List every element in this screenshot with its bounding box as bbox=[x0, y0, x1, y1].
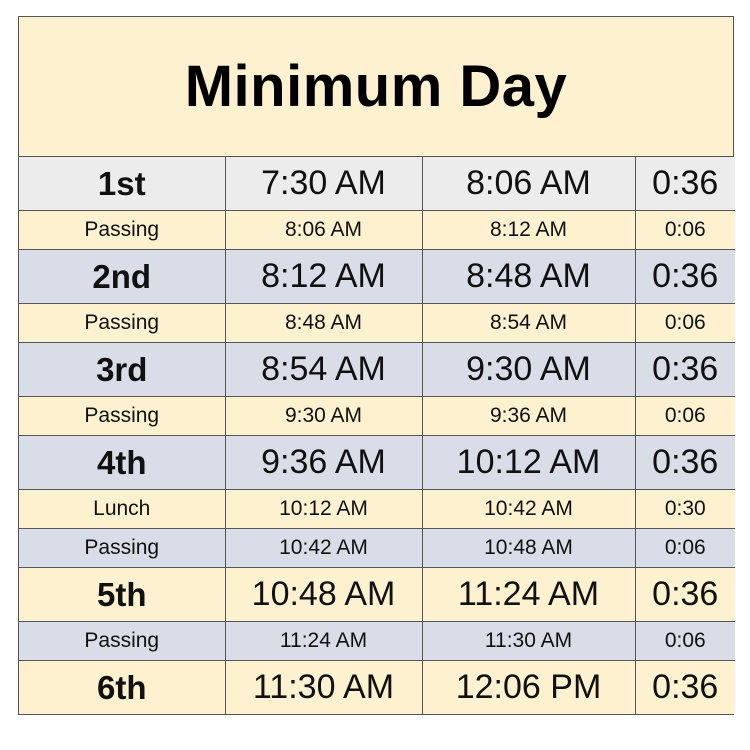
end-time: 9:36 AM bbox=[422, 397, 635, 436]
period-label: 3rd bbox=[19, 343, 225, 397]
table-row bbox=[19, 157, 735, 211]
duration: 0:06 bbox=[635, 211, 735, 250]
title-cell bbox=[19, 17, 733, 157]
period-label: 5th bbox=[19, 568, 225, 622]
start-time: 8:12 AM bbox=[225, 250, 422, 304]
end-time: 8:48 AM bbox=[422, 250, 635, 304]
period-label: 2nd bbox=[19, 250, 225, 304]
end-time: 10:42 AM bbox=[422, 490, 635, 529]
period-label: 1st bbox=[19, 157, 225, 211]
table-row bbox=[19, 622, 735, 661]
table-row bbox=[19, 436, 735, 490]
period-label: Lunch bbox=[19, 490, 225, 529]
table-row bbox=[19, 490, 735, 529]
duration: 0:36 bbox=[635, 343, 735, 397]
period-label: Passing bbox=[19, 304, 225, 343]
end-time: 11:24 AM bbox=[422, 568, 635, 622]
start-time: 10:42 AM bbox=[225, 529, 422, 568]
end-time: 9:30 AM bbox=[422, 343, 635, 397]
duration: 0:06 bbox=[635, 397, 735, 436]
start-time: 7:30 AM bbox=[225, 157, 422, 211]
duration: 0:36 bbox=[635, 157, 735, 211]
page-title: Minimum Day bbox=[184, 54, 568, 119]
start-time: 8:54 AM bbox=[225, 343, 422, 397]
table-row bbox=[19, 397, 735, 436]
period-label: Passing bbox=[19, 622, 225, 661]
duration: 0:36 bbox=[635, 661, 735, 715]
period-label: Passing bbox=[19, 529, 225, 568]
period-label: 4th bbox=[19, 436, 225, 490]
start-time: 8:06 AM bbox=[225, 211, 422, 250]
duration: 0:06 bbox=[635, 622, 735, 661]
table-row bbox=[19, 529, 735, 568]
start-time: 9:36 AM bbox=[225, 436, 422, 490]
table-row bbox=[19, 250, 735, 304]
duration: 0:06 bbox=[635, 529, 735, 568]
table-row bbox=[19, 343, 735, 397]
end-time: 8:12 AM bbox=[422, 211, 635, 250]
end-time: 8:54 AM bbox=[422, 304, 635, 343]
duration: 0:30 bbox=[635, 490, 735, 529]
start-time: 11:24 AM bbox=[225, 622, 422, 661]
start-time: 10:12 AM bbox=[225, 490, 422, 529]
start-time: 10:48 AM bbox=[225, 568, 422, 622]
end-time: 8:06 AM bbox=[422, 157, 635, 211]
end-time: 10:48 AM bbox=[422, 529, 635, 568]
duration: 0:36 bbox=[635, 568, 735, 622]
period-label: Passing bbox=[19, 397, 225, 436]
end-time: 12:06 PM bbox=[422, 661, 635, 715]
schedule-sheet bbox=[18, 16, 734, 715]
table-row bbox=[19, 211, 735, 250]
start-time: 11:30 AM bbox=[225, 661, 422, 715]
table-row bbox=[19, 661, 735, 715]
period-label: Passing bbox=[19, 211, 225, 250]
table-row bbox=[19, 568, 735, 622]
duration: 0:36 bbox=[635, 436, 735, 490]
duration: 0:36 bbox=[635, 250, 735, 304]
schedule-table bbox=[19, 157, 735, 714]
end-time: 11:30 AM bbox=[422, 622, 635, 661]
period-label: 6th bbox=[19, 661, 225, 715]
start-time: 8:48 AM bbox=[225, 304, 422, 343]
table-row bbox=[19, 304, 735, 343]
start-time: 9:30 AM bbox=[225, 397, 422, 436]
end-time: 10:12 AM bbox=[422, 436, 635, 490]
duration: 0:06 bbox=[635, 304, 735, 343]
